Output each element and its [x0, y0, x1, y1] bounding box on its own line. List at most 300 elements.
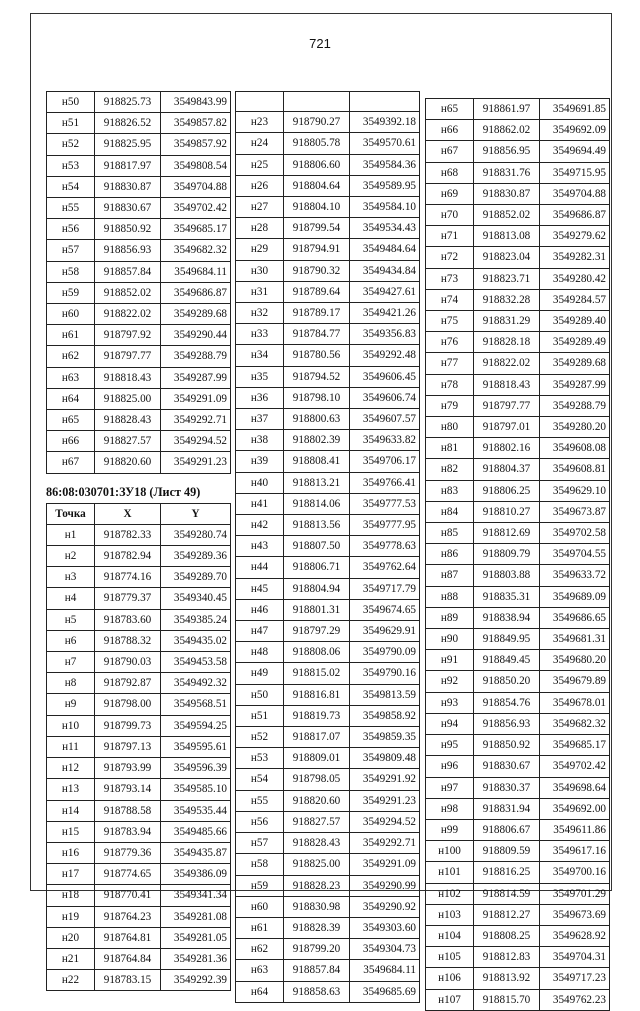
point-cell: н78 — [426, 374, 474, 395]
x-cell: 918804.64 — [284, 175, 350, 196]
point-cell: н99 — [426, 819, 474, 840]
table-row — [236, 939, 420, 960]
x-cell: 918790.03 — [95, 652, 161, 673]
table-row — [426, 607, 610, 628]
point-cell: н6 — [47, 630, 95, 651]
table-row — [47, 219, 231, 240]
coords-table-zu18 — [46, 503, 231, 992]
table-row — [426, 395, 610, 416]
table-row — [236, 409, 420, 430]
table-row — [47, 282, 231, 303]
table-row — [236, 472, 420, 493]
x-cell: 918801.31 — [284, 599, 350, 620]
x-cell: 918798.10 — [284, 387, 350, 408]
x-cell: 918816.81 — [284, 684, 350, 705]
point-cell: н28 — [236, 218, 284, 239]
table-row — [426, 417, 610, 438]
table-row — [426, 438, 610, 459]
y-cell: 3549790.09 — [350, 642, 420, 663]
point-cell: н11 — [47, 736, 95, 757]
table-row — [236, 981, 420, 1002]
point-cell: н64 — [47, 388, 95, 409]
table-row — [47, 948, 231, 969]
y-cell: 3549356.83 — [350, 324, 420, 345]
table-row — [236, 92, 420, 112]
x-cell: 918858.63 — [284, 981, 350, 1002]
x-cell: 918831.94 — [474, 798, 540, 819]
point-cell: н59 — [236, 875, 284, 896]
table-row — [426, 459, 610, 480]
x-cell: 918822.02 — [95, 304, 161, 325]
table-row — [47, 325, 231, 346]
point-cell: н100 — [426, 841, 474, 862]
y-cell: 3549287.99 — [161, 367, 231, 388]
y-cell: 3549717.79 — [350, 578, 420, 599]
point-cell: н54 — [47, 176, 95, 197]
x-cell: 918802.39 — [284, 430, 350, 451]
point-cell: н58 — [47, 261, 95, 282]
table-row — [426, 798, 610, 819]
y-cell: 3549762.23 — [540, 989, 610, 1010]
table-row — [236, 917, 420, 938]
x-cell: 918854.76 — [474, 692, 540, 713]
table-row — [426, 947, 610, 968]
point-cell: н38 — [236, 430, 284, 451]
x-cell: 918831.29 — [474, 311, 540, 332]
table-row — [47, 970, 231, 991]
x-cell: 918857.84 — [284, 960, 350, 981]
y-cell: 3549435.87 — [161, 842, 231, 863]
x-cell: 918804.37 — [474, 459, 540, 480]
point-cell: н70 — [426, 205, 474, 226]
y-cell: 3549679.89 — [540, 671, 610, 692]
point-cell: н93 — [426, 692, 474, 713]
x-cell: 918828.39 — [284, 917, 350, 938]
table-row — [426, 332, 610, 353]
column-middle — [235, 91, 420, 1003]
y-cell: 3549281.05 — [161, 927, 231, 948]
table-row — [236, 154, 420, 175]
point-cell: н96 — [426, 756, 474, 777]
table-row — [426, 671, 610, 692]
y-cell: 3549287.99 — [540, 374, 610, 395]
point-cell: н104 — [426, 925, 474, 946]
x-cell: 918806.71 — [284, 557, 350, 578]
table-row — [236, 387, 420, 408]
table-row — [426, 99, 610, 120]
table-row — [47, 673, 231, 694]
x-cell: 918828.43 — [95, 410, 161, 431]
table-row — [236, 366, 420, 387]
point-cell: н25 — [236, 154, 284, 175]
point-cell: н65 — [47, 410, 95, 431]
point-cell: н75 — [426, 311, 474, 332]
table-row — [426, 692, 610, 713]
table-row — [47, 155, 231, 176]
y-cell: 3549341.34 — [161, 885, 231, 906]
table-row — [47, 410, 231, 431]
y-cell: 3549292.71 — [350, 833, 420, 854]
table-row — [426, 480, 610, 501]
table-row — [236, 599, 420, 620]
point-cell: н29 — [236, 239, 284, 260]
x-cell: 918797.92 — [95, 325, 161, 346]
y-cell: 3549706.17 — [350, 451, 420, 472]
table-row — [236, 451, 420, 472]
table-row — [426, 120, 610, 141]
x-cell: 918788.58 — [95, 800, 161, 821]
table-row — [236, 684, 420, 705]
x-cell: 918828.43 — [284, 833, 350, 854]
y-cell: 3549674.65 — [350, 599, 420, 620]
y-cell: 3549608.81 — [540, 459, 610, 480]
point-cell: н71 — [426, 226, 474, 247]
x-cell: 918818.43 — [474, 374, 540, 395]
x-cell: 918857.84 — [95, 261, 161, 282]
y-cell: 3549628.92 — [540, 925, 610, 946]
table-row — [236, 960, 420, 981]
y-cell: 3549629.10 — [540, 480, 610, 501]
point-cell: н76 — [426, 332, 474, 353]
y-cell: 3549385.24 — [161, 609, 231, 630]
x-cell: 918812.83 — [474, 947, 540, 968]
point-cell: н83 — [426, 480, 474, 501]
y-cell: 3549421.26 — [350, 303, 420, 324]
y-cell: 3549292.39 — [161, 970, 231, 991]
coords-table-middle — [235, 91, 420, 1003]
x-cell: 918792.87 — [95, 673, 161, 694]
point-cell: н56 — [47, 219, 95, 240]
y-cell: 3549585.10 — [161, 779, 231, 800]
y-cell: 3549766.41 — [350, 472, 420, 493]
point-cell: н32 — [236, 303, 284, 324]
point-cell: н43 — [236, 536, 284, 557]
y-cell: 3549685.17 — [161, 219, 231, 240]
table-row — [426, 713, 610, 734]
point-cell: н36 — [236, 387, 284, 408]
table-row — [426, 777, 610, 798]
y-cell: 3549292.48 — [350, 345, 420, 366]
x-cell: 918849.45 — [474, 650, 540, 671]
table-row — [236, 854, 420, 875]
table-row — [426, 183, 610, 204]
point-cell: н59 — [47, 282, 95, 303]
x-cell: 918800.63 — [284, 409, 350, 430]
y-cell: 3549700.16 — [540, 862, 610, 883]
table-row — [236, 133, 420, 154]
y-cell: 3549704.88 — [161, 176, 231, 197]
x-cell: 918830.87 — [95, 176, 161, 197]
point-cell: н82 — [426, 459, 474, 480]
y-cell: 3549282.31 — [540, 247, 610, 268]
table-row — [47, 304, 231, 325]
table-row — [47, 198, 231, 219]
table-row — [47, 176, 231, 197]
y-cell: 3549584.10 — [350, 197, 420, 218]
x-cell: 918794.91 — [284, 239, 350, 260]
x-cell — [284, 92, 350, 112]
table-row — [47, 431, 231, 452]
x-cell: 918835.31 — [474, 586, 540, 607]
point-cell: н24 — [236, 133, 284, 154]
table-row — [236, 303, 420, 324]
table-row — [47, 452, 231, 473]
table-row — [426, 904, 610, 925]
x-cell: 918806.60 — [284, 154, 350, 175]
table-row — [47, 842, 231, 863]
point-cell: н60 — [236, 896, 284, 917]
x-cell: 918814.59 — [474, 883, 540, 904]
point-cell: н5 — [47, 609, 95, 630]
point-cell: н64 — [236, 981, 284, 1002]
y-cell: 3549681.31 — [540, 629, 610, 650]
table-row — [47, 821, 231, 842]
x-cell: 918797.01 — [474, 417, 540, 438]
y-cell: 3549673.69 — [540, 904, 610, 925]
x-cell: 918804.94 — [284, 578, 350, 599]
x-cell: 918827.57 — [95, 431, 161, 452]
y-cell: 3549534.43 — [350, 218, 420, 239]
point-cell: н88 — [426, 586, 474, 607]
point-cell: н33 — [236, 324, 284, 345]
table-row — [426, 925, 610, 946]
y-cell: 3549777.95 — [350, 515, 420, 536]
point-cell: н34 — [236, 345, 284, 366]
y-cell: 3549291.23 — [161, 452, 231, 473]
table-row — [236, 324, 420, 345]
x-cell: 918788.32 — [95, 630, 161, 651]
x-cell: 918822.02 — [474, 353, 540, 374]
point-cell: н60 — [47, 304, 95, 325]
y-cell: 3549281.08 — [161, 906, 231, 927]
y-cell: 3549292.71 — [161, 410, 231, 431]
point-cell: н63 — [236, 960, 284, 981]
y-cell: 3549280.42 — [540, 268, 610, 289]
point-cell: н90 — [426, 629, 474, 650]
point-cell: н47 — [236, 621, 284, 642]
y-cell: 3549843.99 — [161, 92, 231, 113]
y-cell: 3549434.84 — [350, 260, 420, 281]
point-cell: н13 — [47, 779, 95, 800]
x-cell: 918803.88 — [474, 565, 540, 586]
y-cell: 3549698.64 — [540, 777, 610, 798]
table-row — [426, 501, 610, 522]
header-y: Y — [161, 503, 231, 524]
x-cell: 918782.33 — [95, 524, 161, 545]
table-row — [236, 833, 420, 854]
y-cell: 3549692.09 — [540, 120, 610, 141]
y-cell: 3549685.17 — [540, 735, 610, 756]
y-cell: 3549290.92 — [350, 896, 420, 917]
table-row — [47, 927, 231, 948]
column-right — [425, 98, 610, 1011]
x-cell: 918856.93 — [474, 713, 540, 734]
x-cell: 918764.81 — [95, 927, 161, 948]
table-row — [47, 113, 231, 134]
table-row — [47, 864, 231, 885]
table-row — [236, 493, 420, 514]
x-cell: 918789.17 — [284, 303, 350, 324]
y-cell: 3549289.40 — [540, 311, 610, 332]
table-row — [236, 112, 420, 133]
point-cell: н95 — [426, 735, 474, 756]
x-cell: 918809.01 — [284, 748, 350, 769]
y-cell: 3549673.87 — [540, 501, 610, 522]
y-cell: 3549485.66 — [161, 821, 231, 842]
point-cell: н16 — [47, 842, 95, 863]
table-row — [426, 374, 610, 395]
point-cell: н53 — [47, 155, 95, 176]
y-cell: 3549294.52 — [161, 431, 231, 452]
point-cell: н8 — [47, 673, 95, 694]
y-cell: 3549685.69 — [350, 981, 420, 1002]
y-cell: 3549570.61 — [350, 133, 420, 154]
x-cell: 918783.94 — [95, 821, 161, 842]
page-number: 721 — [309, 36, 331, 51]
x-cell: 918802.16 — [474, 438, 540, 459]
section-title: 86:08:030701:ЗУ18 (Лист 49) — [46, 484, 201, 499]
x-cell: 918849.95 — [474, 629, 540, 650]
table-row — [47, 134, 231, 155]
point-cell: н18 — [47, 885, 95, 906]
x-cell: 918808.06 — [284, 642, 350, 663]
point-cell: н48 — [236, 642, 284, 663]
y-cell: 3549303.60 — [350, 917, 420, 938]
y-cell: 3549808.54 — [161, 155, 231, 176]
point-cell: н65 — [426, 99, 474, 120]
point-cell: н41 — [236, 493, 284, 514]
column-left — [46, 91, 231, 991]
point-cell: н80 — [426, 417, 474, 438]
point-cell: н74 — [426, 289, 474, 310]
x-cell: 918825.95 — [95, 134, 161, 155]
table-row — [236, 281, 420, 302]
y-cell: 3549340.45 — [161, 588, 231, 609]
y-cell: 3549702.42 — [540, 756, 610, 777]
y-cell: 3549678.01 — [540, 692, 610, 713]
table-row — [426, 268, 610, 289]
y-cell: 3549682.32 — [540, 713, 610, 734]
x-cell: 918806.67 — [474, 819, 540, 840]
point-cell: н46 — [236, 599, 284, 620]
y-cell: 3549686.87 — [540, 205, 610, 226]
point-cell: н23 — [236, 112, 284, 133]
table-row — [47, 524, 231, 545]
y-cell: 3549453.58 — [161, 652, 231, 673]
table-row — [426, 629, 610, 650]
y-cell: 3549611.86 — [540, 819, 610, 840]
y-cell: 3549859.35 — [350, 727, 420, 748]
x-cell: 918770.41 — [95, 885, 161, 906]
table-row — [47, 261, 231, 282]
point-cell: н30 — [236, 260, 284, 281]
y-cell: 3549606.74 — [350, 387, 420, 408]
point-cell: н107 — [426, 989, 474, 1010]
table-row — [47, 694, 231, 715]
point-cell: н73 — [426, 268, 474, 289]
x-cell: 918832.28 — [474, 289, 540, 310]
y-cell: 3549304.73 — [350, 939, 420, 960]
table-header-row — [47, 503, 231, 524]
x-cell: 918852.02 — [95, 282, 161, 303]
y-cell: 3549284.57 — [540, 289, 610, 310]
y-cell: 3549291.23 — [350, 790, 420, 811]
y-cell: 3549595.61 — [161, 736, 231, 757]
x-cell: 918789.64 — [284, 281, 350, 302]
table-row — [236, 748, 420, 769]
point-cell: н67 — [426, 141, 474, 162]
x-cell: 918852.02 — [474, 205, 540, 226]
y-cell: 3549288.79 — [540, 395, 610, 416]
x-cell: 918812.27 — [474, 904, 540, 925]
y-cell: 3549790.16 — [350, 663, 420, 684]
point-cell: н79 — [426, 395, 474, 416]
x-cell: 918813.56 — [284, 515, 350, 536]
x-cell: 918825.00 — [284, 854, 350, 875]
point-cell: н67 — [47, 452, 95, 473]
table-row — [236, 578, 420, 599]
table-row — [236, 175, 420, 196]
x-cell: 918815.70 — [474, 989, 540, 1010]
x-cell: 918808.25 — [474, 925, 540, 946]
y-cell: 3549280.74 — [161, 524, 231, 545]
point-cell: н54 — [236, 769, 284, 790]
y-cell: 3549704.88 — [540, 183, 610, 204]
y-cell: 3549427.61 — [350, 281, 420, 302]
point-cell: н45 — [236, 578, 284, 599]
y-cell: 3549629.91 — [350, 621, 420, 642]
y-cell: 3549290.99 — [350, 875, 420, 896]
point-cell: н62 — [47, 346, 95, 367]
y-cell: 3549294.52 — [350, 811, 420, 832]
x-cell: 918783.60 — [95, 609, 161, 630]
x-cell: 918850.92 — [474, 735, 540, 756]
table-row — [236, 705, 420, 726]
point-cell: н2 — [47, 546, 95, 567]
x-cell: 918805.78 — [284, 133, 350, 154]
x-cell: 918813.08 — [474, 226, 540, 247]
table-row — [236, 345, 420, 366]
y-cell: 3549291.92 — [350, 769, 420, 790]
table-row — [236, 536, 420, 557]
point-cell: н58 — [236, 854, 284, 875]
x-cell: 918806.25 — [474, 480, 540, 501]
y-cell: 3549280.20 — [540, 417, 610, 438]
table-row — [426, 862, 610, 883]
x-cell: 918799.54 — [284, 218, 350, 239]
table-row — [47, 567, 231, 588]
x-cell: 918831.76 — [474, 162, 540, 183]
x-cell: 918816.25 — [474, 862, 540, 883]
table-row — [426, 883, 610, 904]
table-row — [426, 141, 610, 162]
x-cell: 918815.02 — [284, 663, 350, 684]
y-cell: 3549281.36 — [161, 948, 231, 969]
y-cell: 3549289.70 — [161, 567, 231, 588]
point-cell: н12 — [47, 758, 95, 779]
y-cell: 3549684.11 — [350, 960, 420, 981]
table-row — [47, 92, 231, 113]
y-cell: 3549702.42 — [161, 198, 231, 219]
point-cell: н50 — [47, 92, 95, 113]
y-cell: 3549607.57 — [350, 409, 420, 430]
point-cell: н50 — [236, 684, 284, 705]
x-cell: 918807.50 — [284, 536, 350, 557]
table-row — [47, 630, 231, 651]
x-cell: 918830.98 — [284, 896, 350, 917]
table-row — [426, 650, 610, 671]
point-cell: н37 — [236, 409, 284, 430]
